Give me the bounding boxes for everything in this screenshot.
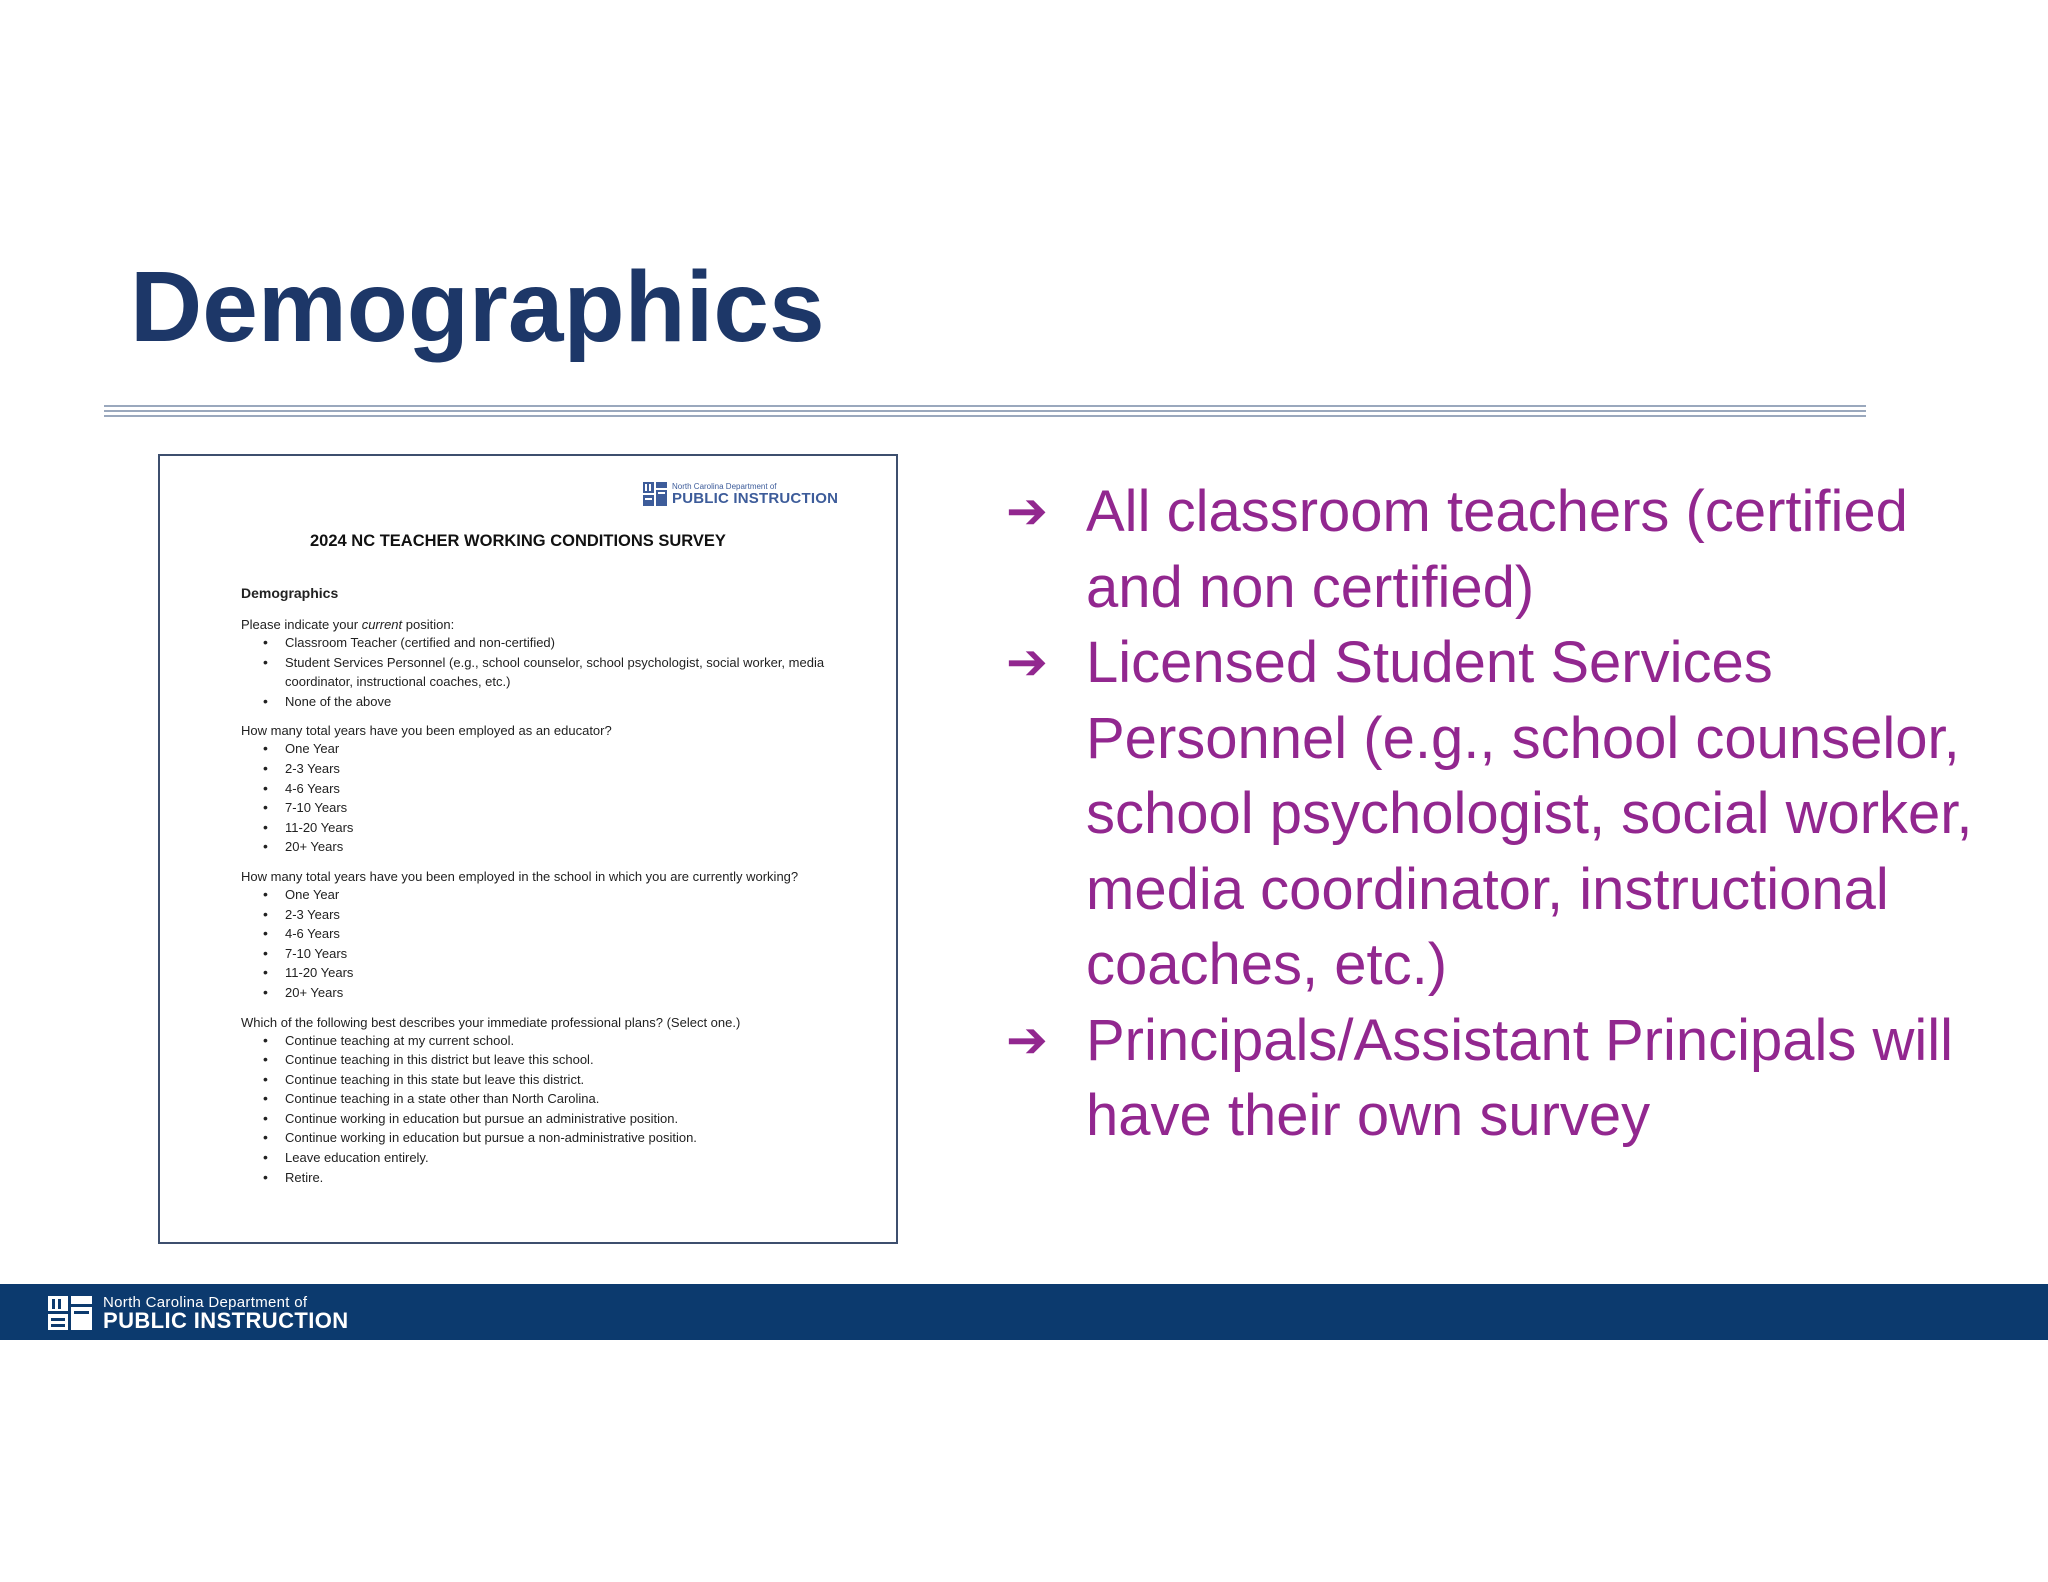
bullet-list xyxy=(1006,474,2006,1154)
years-school-question-block xyxy=(241,869,861,1003)
arrow-right-icon: ➔ xyxy=(1006,634,1048,690)
bullet-item xyxy=(1006,1003,2006,1154)
position-question: Please indicate your current position: xyxy=(241,617,455,632)
list-item: • Continue working in education but pursue a non-administrative position. xyxy=(285,1128,861,1148)
survey-body xyxy=(241,584,861,1196)
bullet-text: Licensed Student Services Personnel (e.g., school counselor, school psychologist, social worker, media coordinator, instructional coaches, etc.) xyxy=(1086,630,1973,997)
doc-logo-big-text: PUBLIC INSTRUCTION xyxy=(672,489,839,507)
list-item: • Classroom Teacher (certified and non-certified) xyxy=(285,633,861,653)
arrow-right-icon: ➔ xyxy=(1006,483,1048,539)
footer-logo-big-text: PUBLIC INSTRUCTION xyxy=(103,1307,349,1333)
list-item: • Continue teaching at my current school. xyxy=(285,1031,861,1051)
list-item: • One Year xyxy=(285,739,861,759)
position-question-block xyxy=(241,617,861,711)
survey-question: How many total years have you been employed as an educator? xyxy=(241,723,612,739)
years-educator-options xyxy=(241,739,861,857)
bullet-text: All classroom teachers (certified and non certified) xyxy=(1086,479,1908,620)
arrow-right-icon: ➔ xyxy=(1006,1011,1048,1068)
list-item: • 7-10 Years xyxy=(285,944,861,964)
doc-logo xyxy=(642,480,838,508)
slide-title: Demographics xyxy=(130,251,825,363)
professional-plans-options xyxy=(241,1031,861,1188)
list-item: • 11-20 Years xyxy=(285,818,861,838)
list-item: • Leave education entirely. xyxy=(285,1148,861,1168)
list-item: • 4-6 Years xyxy=(285,924,861,944)
list-item: • 20+ Years xyxy=(285,983,861,1003)
bullet-item xyxy=(1006,474,2006,625)
list-item: • Continue teaching in this district but leave this school. xyxy=(285,1050,861,1070)
list-item: • 2-3 Years xyxy=(285,759,861,779)
list-item: • Continue teaching in a state other than North Carolina. xyxy=(285,1089,861,1109)
position-options xyxy=(241,633,861,711)
footer-logo-small-text: North Carolina Department of xyxy=(103,1293,308,1311)
doc-logo-small-text: North Carolina Department of xyxy=(672,481,777,491)
list-item: • 4-6 Years xyxy=(285,779,861,799)
list-item: • Continue teaching in this state but leave this district. xyxy=(285,1070,861,1090)
dpi-logo-icon xyxy=(46,1294,94,1332)
title-divider xyxy=(104,405,1866,419)
list-item: • Retire. xyxy=(285,1168,861,1188)
dpi-logo-icon xyxy=(642,480,668,508)
list-item: • One Year xyxy=(285,885,861,905)
list-item: • 11-20 Years xyxy=(285,963,861,983)
list-item: • 7-10 Years xyxy=(285,798,861,818)
survey-document-image xyxy=(158,454,898,1244)
years-school-options xyxy=(241,885,861,1003)
bullet-text: Principals/Assistant Principals will have their own survey xyxy=(1086,1007,1954,1148)
survey-section-heading: Demographics xyxy=(241,585,339,601)
survey-title: 2024 NC TEACHER WORKING CONDITIONS SURVEY xyxy=(310,532,726,550)
years-educator-question-block xyxy=(241,723,861,857)
survey-question: Which of the following best describes your immediate professional plans? (Select one.) xyxy=(241,1014,741,1030)
footer-bar xyxy=(0,1284,2048,1340)
bullet-item xyxy=(1006,625,2006,1003)
list-item: • None of the above xyxy=(285,692,861,712)
list-item: • Continue working in education but pursue an administrative position. xyxy=(285,1109,861,1129)
list-item: • 20+ Years xyxy=(285,837,861,857)
survey-question: How many total years have you been employed in the school in which you are currently working? xyxy=(241,868,799,884)
list-item: • Student Services Personnel (e.g., school counselor, school psychologist, social worker, media coordinator, instructional coaches, etc.) xyxy=(285,653,861,692)
list-item: • 2-3 Years xyxy=(285,905,861,925)
footer-logo xyxy=(46,1294,349,1332)
professional-plans-question-block xyxy=(241,1015,861,1188)
